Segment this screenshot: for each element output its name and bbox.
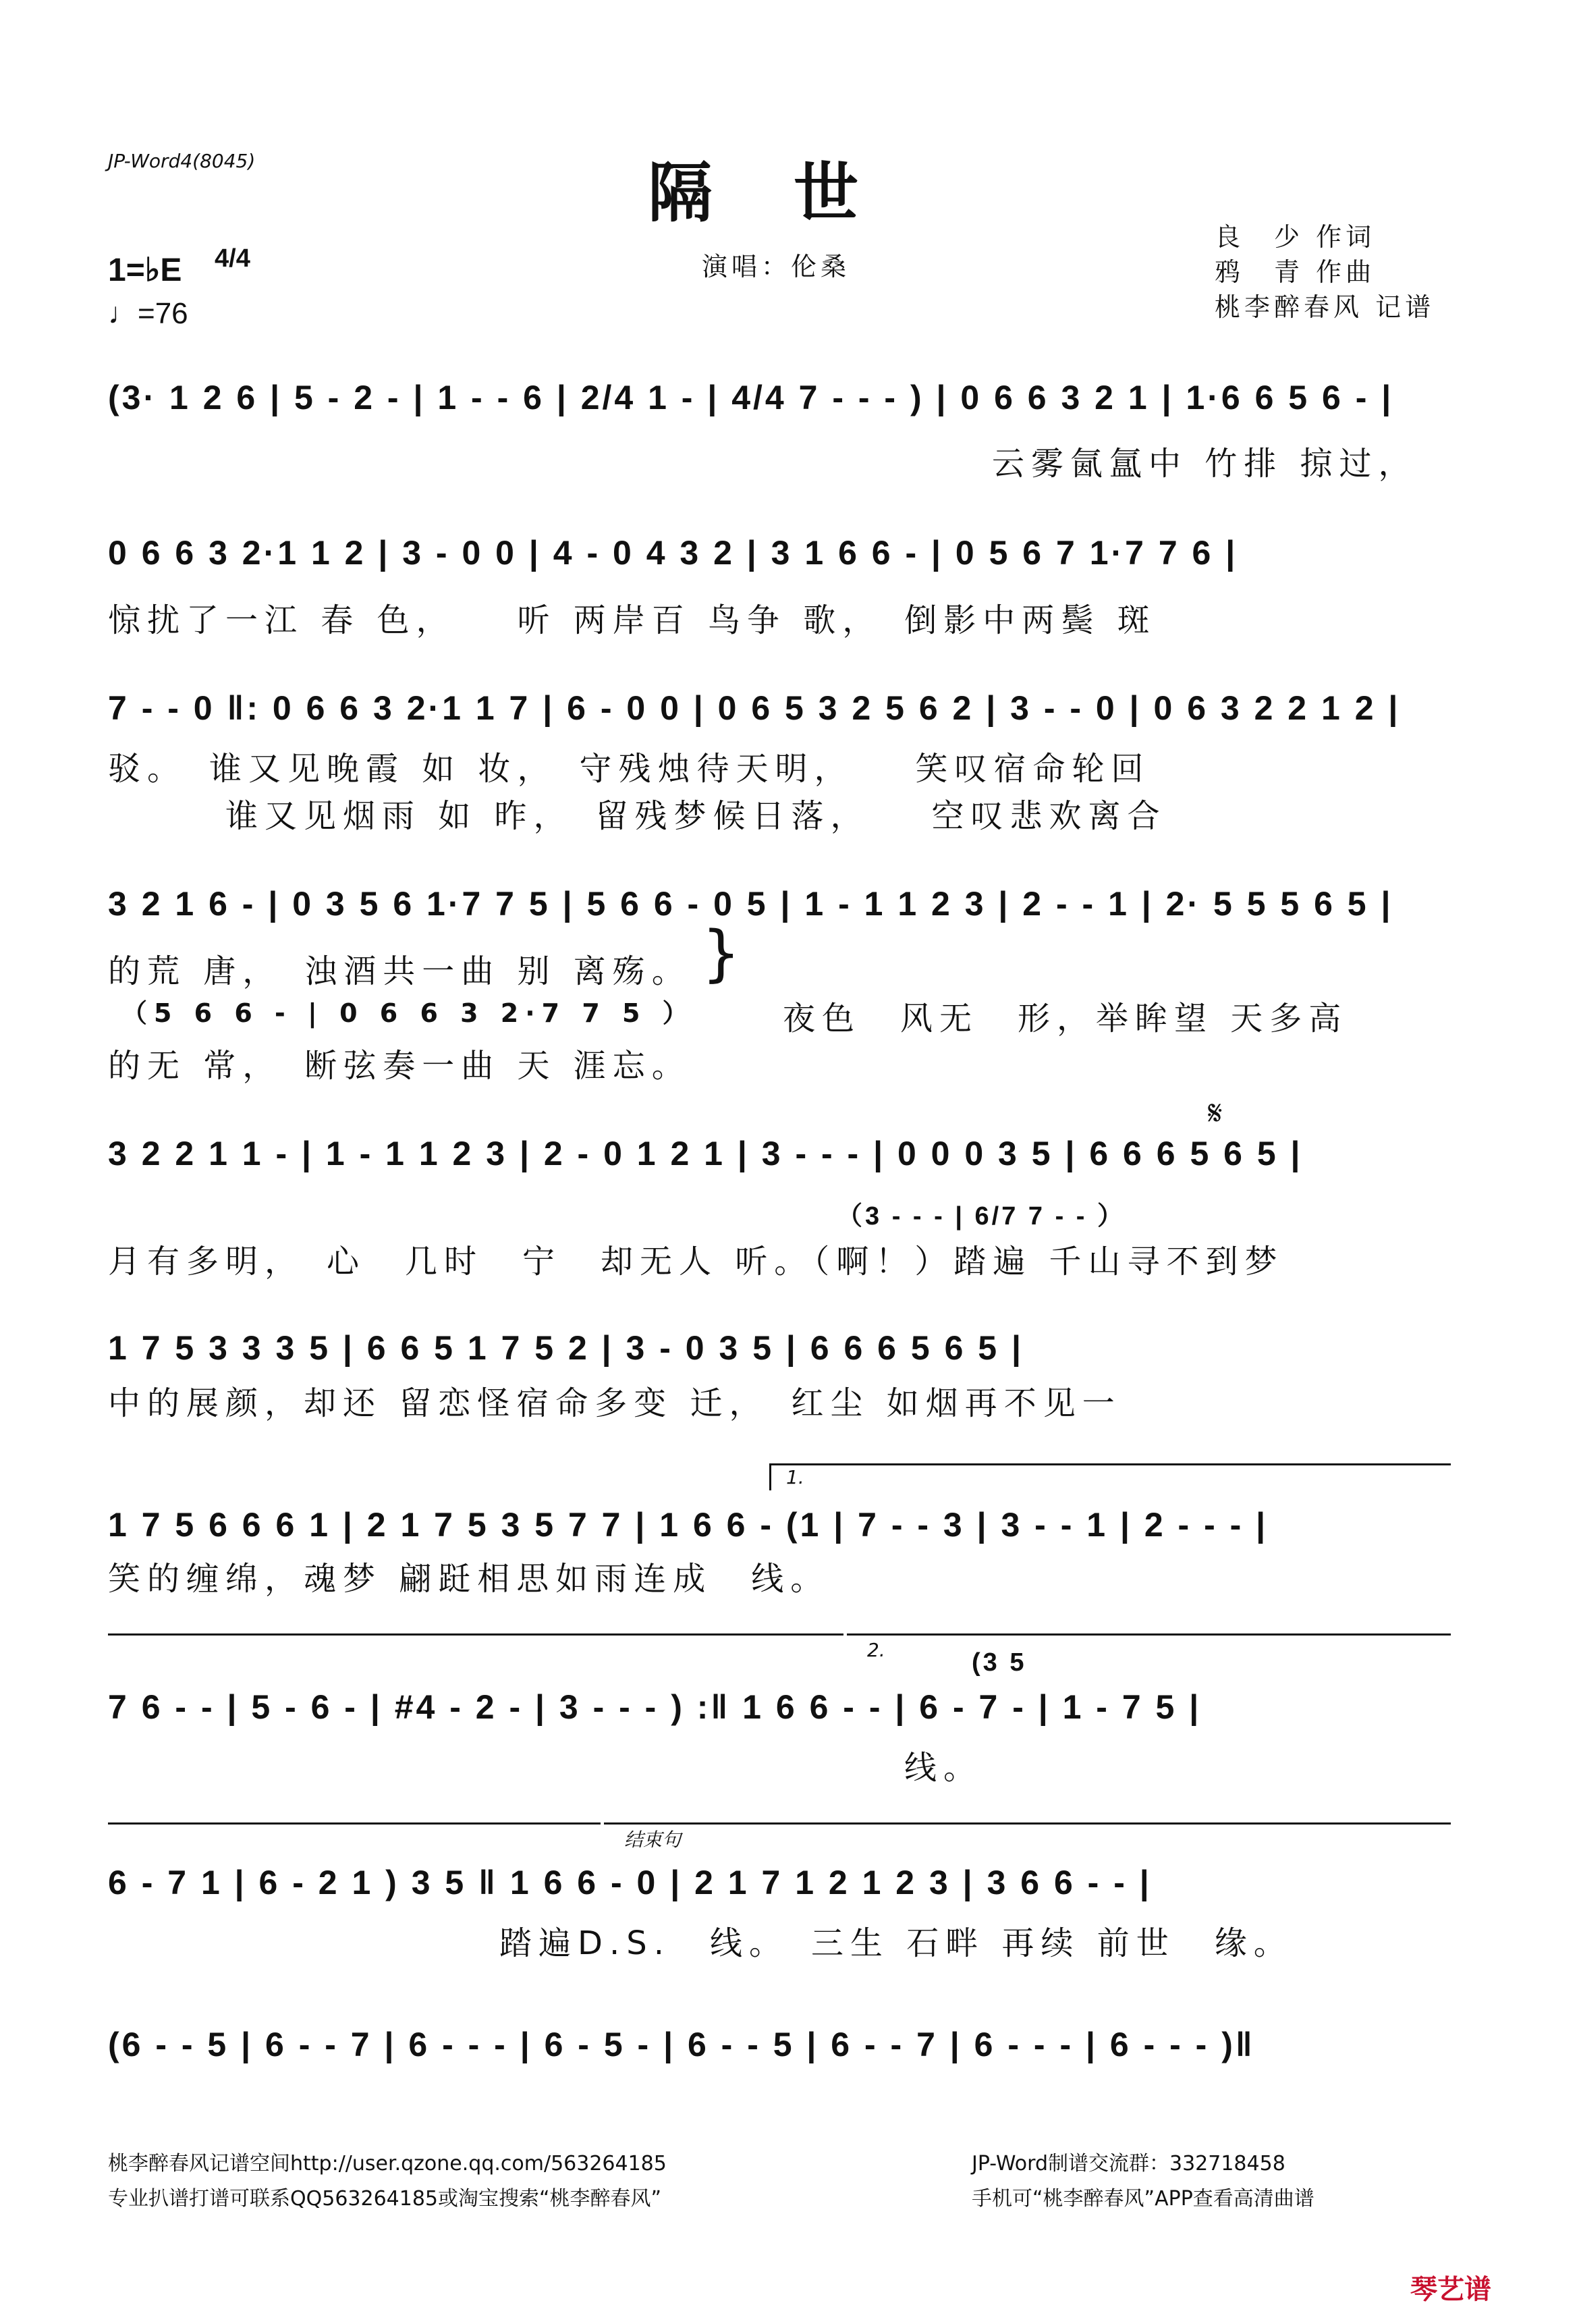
lyric-system-9: 踏遍D.S. 线。 三生 石畔 再续 前世 缘。	[499, 1924, 1293, 1962]
site-logo: 琴艺谱	[1410, 2274, 1491, 2305]
notation-system-4: 3 2 1 6 - | 0 3 5 6 1·7 7 5 | 5 6 6 - 0 5 | 1 - 1 1 2 3 | 2 - - 1 | 2· 5 5 5 6 5 |	[108, 885, 1393, 923]
notation-system-3: 7 - - 0 ‖: 0 6 6 3 2·1 1 7 | 6 - 0 0 | 0 6 5 3 2 5 6 2 | 3 - - 0 | 0 6 3 2 2 1 2 |	[108, 689, 1401, 727]
lyric-system-7: 笑的缠绵，魂梦 翩跹相思如雨连成 线。	[108, 1560, 830, 1598]
lyric-system-4-verse-2: 的无 常， 断弦奏一曲 天 涯忘。	[108, 1047, 691, 1085]
tempo-mark: ♩=76	[108, 297, 188, 330]
singer-credit: 演唱：伦桑	[702, 252, 851, 281]
footer-right-line-1: JP-Word制谱交流群：332718458	[972, 2152, 1285, 2176]
volta-2-label: 2.	[867, 1639, 885, 1661]
lyricist-credit: 良 少 作词	[1215, 222, 1376, 252]
notation-system-8: 7 6 - - | 5 - 6 - | #4 - 2 - | 3 - - - ) :‖ 1 6 6 - - | 6 - 7 - | 1 - 7 5 |	[108, 1688, 1202, 1726]
lyric-system-4-verse-1: 的荒 唐， 浊酒共一曲 别 离殇。	[108, 952, 691, 990]
volta-1-label: 1.	[786, 1466, 804, 1488]
segno-sign: 𝄋	[1208, 1093, 1223, 1133]
coda-bracket	[604, 1822, 1451, 1825]
aux-notation-system-5: （3 - - - | 6/7 7 - - ）	[837, 1202, 1126, 1231]
volta-1-continuation	[108, 1633, 843, 1636]
volta-2-continuation	[108, 1822, 601, 1825]
notation-system-2: 0 6 6 3 2·1 1 2 | 3 - 0 0 | 4 - 0 4 3 2 | 3 1 6 6 - | 0 5 6 7 1·7 7 6 |	[108, 534, 1238, 572]
lyric-system-2: 惊扰了一江 春 色， 听 两岸百 鸟争 歌， 倒影中两鬓 斑	[108, 601, 1157, 639]
footer-right-line-2: 手机可“桃李醉春风”APP查看高清曲谱	[972, 2187, 1314, 2211]
notation-system-1: (3· 1 2 6 | 5 - 2 - | 1 - - 6 | 2/4 1 - | 4/4 7 - - - ) | 0 6 6 3 2 1 | 1·6 6 5 6 - |	[108, 379, 1394, 416]
aux-notation-system-8: (3 5	[972, 1648, 1027, 1677]
notation-system-6: 1 7 5 3 3 3 5 | 6 6 5 1 7 5 2 | 3 - 0 3 5 | 6 6 6 5 6 5 |	[108, 1329, 1024, 1367]
lyric-system-3-verse-2: 谁又见烟雨 如 昨， 留残梦候日落， 空叹悲欢离合	[108, 797, 1167, 835]
lyric-system-5: 月有多明， 心 几时 宁 却无人 听。（啊！）踏遍 千山寻不到梦	[108, 1243, 1284, 1280]
notation-system-9: 6 - 7 1 | 6 - 2 1 ) 3 5 ‖ 1 6 6 - 0 | 2 1 7 1 2 1 2 3 | 3 6 6 - - |	[108, 1864, 1152, 1901]
time-signature: 4/4	[215, 244, 250, 273]
interlude-notation: （5 6 6 - | 0 6 6 3 2·7 7 5 ）	[121, 998, 695, 1028]
lyric-system-8: 线。	[904, 1749, 983, 1787]
notation-system-10: (6 - - 5 | 6 - - 7 | 6 - - - | 6 - 5 - | 6 - - 5 | 6 - - 7 | 6 - - - | 6 - - - )‖	[108, 2026, 1255, 2063]
song-title: 隔世	[648, 155, 939, 231]
notation-system-5: 3 2 2 1 1 - | 1 - 1 1 2 3 | 2 - 0 1 2 1 | 3 - - - | 0 0 0 3 5 | 6 6 6 5 6 5 |	[108, 1135, 1303, 1172]
key-signature: 1=♭E	[108, 252, 182, 288]
notation-system-7: 1 7 5 6 6 6 1 | 2 1 7 5 3 5 7 7 | 1 6 6 - (1 | 7 - - 3 | 3 - - 1 | 2 - - - |	[108, 1506, 1269, 1544]
coda-label: 结束句	[624, 1829, 682, 1851]
footer-left-line-2: 专业扒谱打谱可联系QQ563264185或淘宝搜索“桃李醉春风”	[108, 2187, 662, 2211]
lyric-system-4-side: 夜色 风无 形，举眸望 天多高	[783, 1000, 1348, 1037]
brace-symbol: }	[702, 918, 741, 989]
footer-left-line-1: 桃李醉春风记谱空间http://user.qzone.qq.com/563264185	[108, 2152, 667, 2176]
volta-2-bracket	[847, 1633, 1451, 1636]
volta-1-bracket	[769, 1463, 1451, 1465]
lyric-system-3-verse-1: 驳。 谁又见晚霞 如 妆， 守残烛待天明， 笑叹宿命轮回	[108, 750, 1151, 788]
software-label: JP-Word4(8045)	[108, 150, 256, 172]
composer-credit: 鸦 青 作曲	[1215, 257, 1376, 287]
lyric-system-6: 中的展颜，却还 留恋怪宿命多变 迁， 红尘 如烟再不见一	[108, 1384, 1121, 1422]
lyric-system-1: 云雾氤氲中 竹排 掠过，	[992, 445, 1418, 483]
volta-1-bracket-start	[769, 1463, 771, 1490]
transcriber-credit: 桃李醉春风 记谱	[1215, 292, 1435, 322]
